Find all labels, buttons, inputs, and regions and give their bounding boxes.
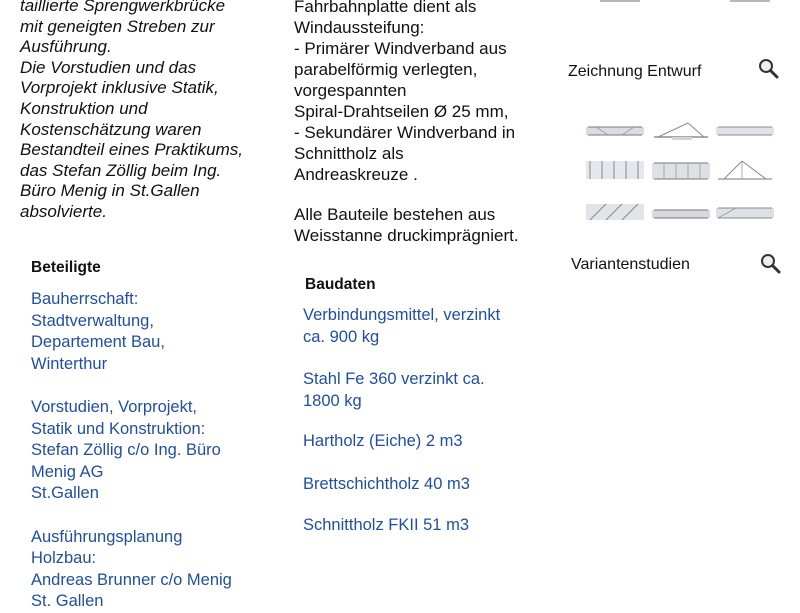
list-item: Vorstudien, Vorprojekt,	[31, 398, 198, 416]
list-item: Holzbau:	[31, 549, 97, 567]
project-description-middle	[294, 0, 559, 246]
text-line: Andreaskreuze .	[294, 165, 418, 184]
list-item: Winterthur	[31, 354, 108, 373]
variant-thumbnail[interactable]	[716, 115, 774, 147]
list-item	[303, 515, 563, 537]
item-line: Stahl Fe 360 verzinkt ca.	[303, 370, 485, 388]
item-line: Brettschichtholz 40 m3	[303, 475, 470, 493]
list-item	[303, 305, 563, 348]
project-description-left	[20, 0, 285, 223]
text-line: Alle Bauteile bestehen aus	[294, 205, 496, 224]
text-line: Büro Menig in St.Gallen	[20, 181, 200, 201]
list-item	[303, 474, 563, 496]
item-line: 1800 kg	[303, 391, 362, 410]
list-item	[303, 431, 563, 453]
list-item: Statik und Konstruktion:	[31, 419, 206, 438]
item-line: ca. 900 kg	[303, 327, 380, 346]
text-line: Weisstanne druckimprägniert.	[294, 226, 519, 245]
variant-thumbnail[interactable]	[652, 196, 710, 228]
cropped-image-edge	[600, 0, 640, 2]
baudaten-list	[303, 305, 568, 545]
text-line: Konstruktion und	[20, 98, 148, 118]
text-line: Schnittholz als	[294, 144, 404, 163]
text-line: das Stefan Zöllig beim Ing.	[20, 160, 222, 180]
variant-thumbnail[interactable]	[716, 196, 774, 228]
variant-thumbnail[interactable]	[586, 115, 644, 147]
item-line: Hartholz (Eiche) 2 m3	[303, 432, 463, 450]
text-line: Windaussteifung:	[294, 18, 425, 37]
magnifier-icon[interactable]	[757, 57, 779, 79]
list-item: St.Gallen	[31, 484, 99, 502]
text-line: Kostenschätzung waren	[20, 119, 202, 139]
text-line: - Primärer Windverband aus	[294, 39, 507, 58]
list-item: Departement Bau,	[31, 333, 165, 351]
text-line: vorgespannten	[294, 81, 407, 100]
text-line: taillierte Sprengwerkbrücke	[20, 0, 226, 15]
baudaten-heading: Baudaten	[305, 276, 376, 293]
variant-thumbnail[interactable]	[586, 155, 644, 187]
text-line: Ausführung.	[20, 37, 112, 57]
cropped-image-edge	[730, 0, 770, 2]
item-line: Schnittholz FKII 51 m3	[303, 516, 469, 534]
list-item: Stefan Zöllig c/o Ing. Büro	[31, 441, 221, 459]
list-item: Andreas Brunner c/o Menig	[31, 570, 232, 589]
text-line: Vorprojekt inklusive Statik,	[20, 78, 219, 98]
caption-variants[interactable]: Variantenstudien	[571, 256, 690, 273]
text-line: - Sekundärer Windverband in	[294, 123, 516, 142]
text-line: absolvierte.	[20, 201, 107, 221]
beteiligte-list	[31, 289, 291, 613]
list-item	[303, 369, 563, 412]
text-line: Spiral-Drahtseilen Ø 25 mm,	[294, 102, 509, 121]
text-line: parabelförmig verlegten,	[294, 60, 478, 79]
variant-thumbnail[interactable]	[652, 115, 710, 147]
list-item: Bauherrschaft:	[31, 290, 139, 308]
list-item: Menig AG	[31, 462, 104, 481]
text-line: Fahrbahnplatte dient als	[294, 0, 477, 16]
caption-drawing[interactable]: Zeichnung Entwurf	[568, 63, 702, 80]
item-line: Verbindungsmittel, verzinkt	[303, 306, 501, 324]
text-line: Bestandteil eines Praktikums,	[20, 140, 243, 160]
magnifier-icon[interactable]	[759, 252, 781, 274]
list-item: St. Gallen	[31, 592, 104, 610]
list-item: Ausführungsplanung	[31, 527, 183, 546]
list-item: Stadtverwaltung,	[31, 311, 154, 330]
beteiligte-heading: Beteiligte	[31, 259, 101, 276]
text-line: Die Vorstudien und das	[20, 57, 197, 77]
variant-thumbnail[interactable]	[716, 155, 774, 187]
text-line: mit geneigten Streben zur	[20, 16, 215, 36]
variant-thumbnail[interactable]	[652, 155, 710, 187]
variant-thumbnail[interactable]	[586, 196, 644, 228]
